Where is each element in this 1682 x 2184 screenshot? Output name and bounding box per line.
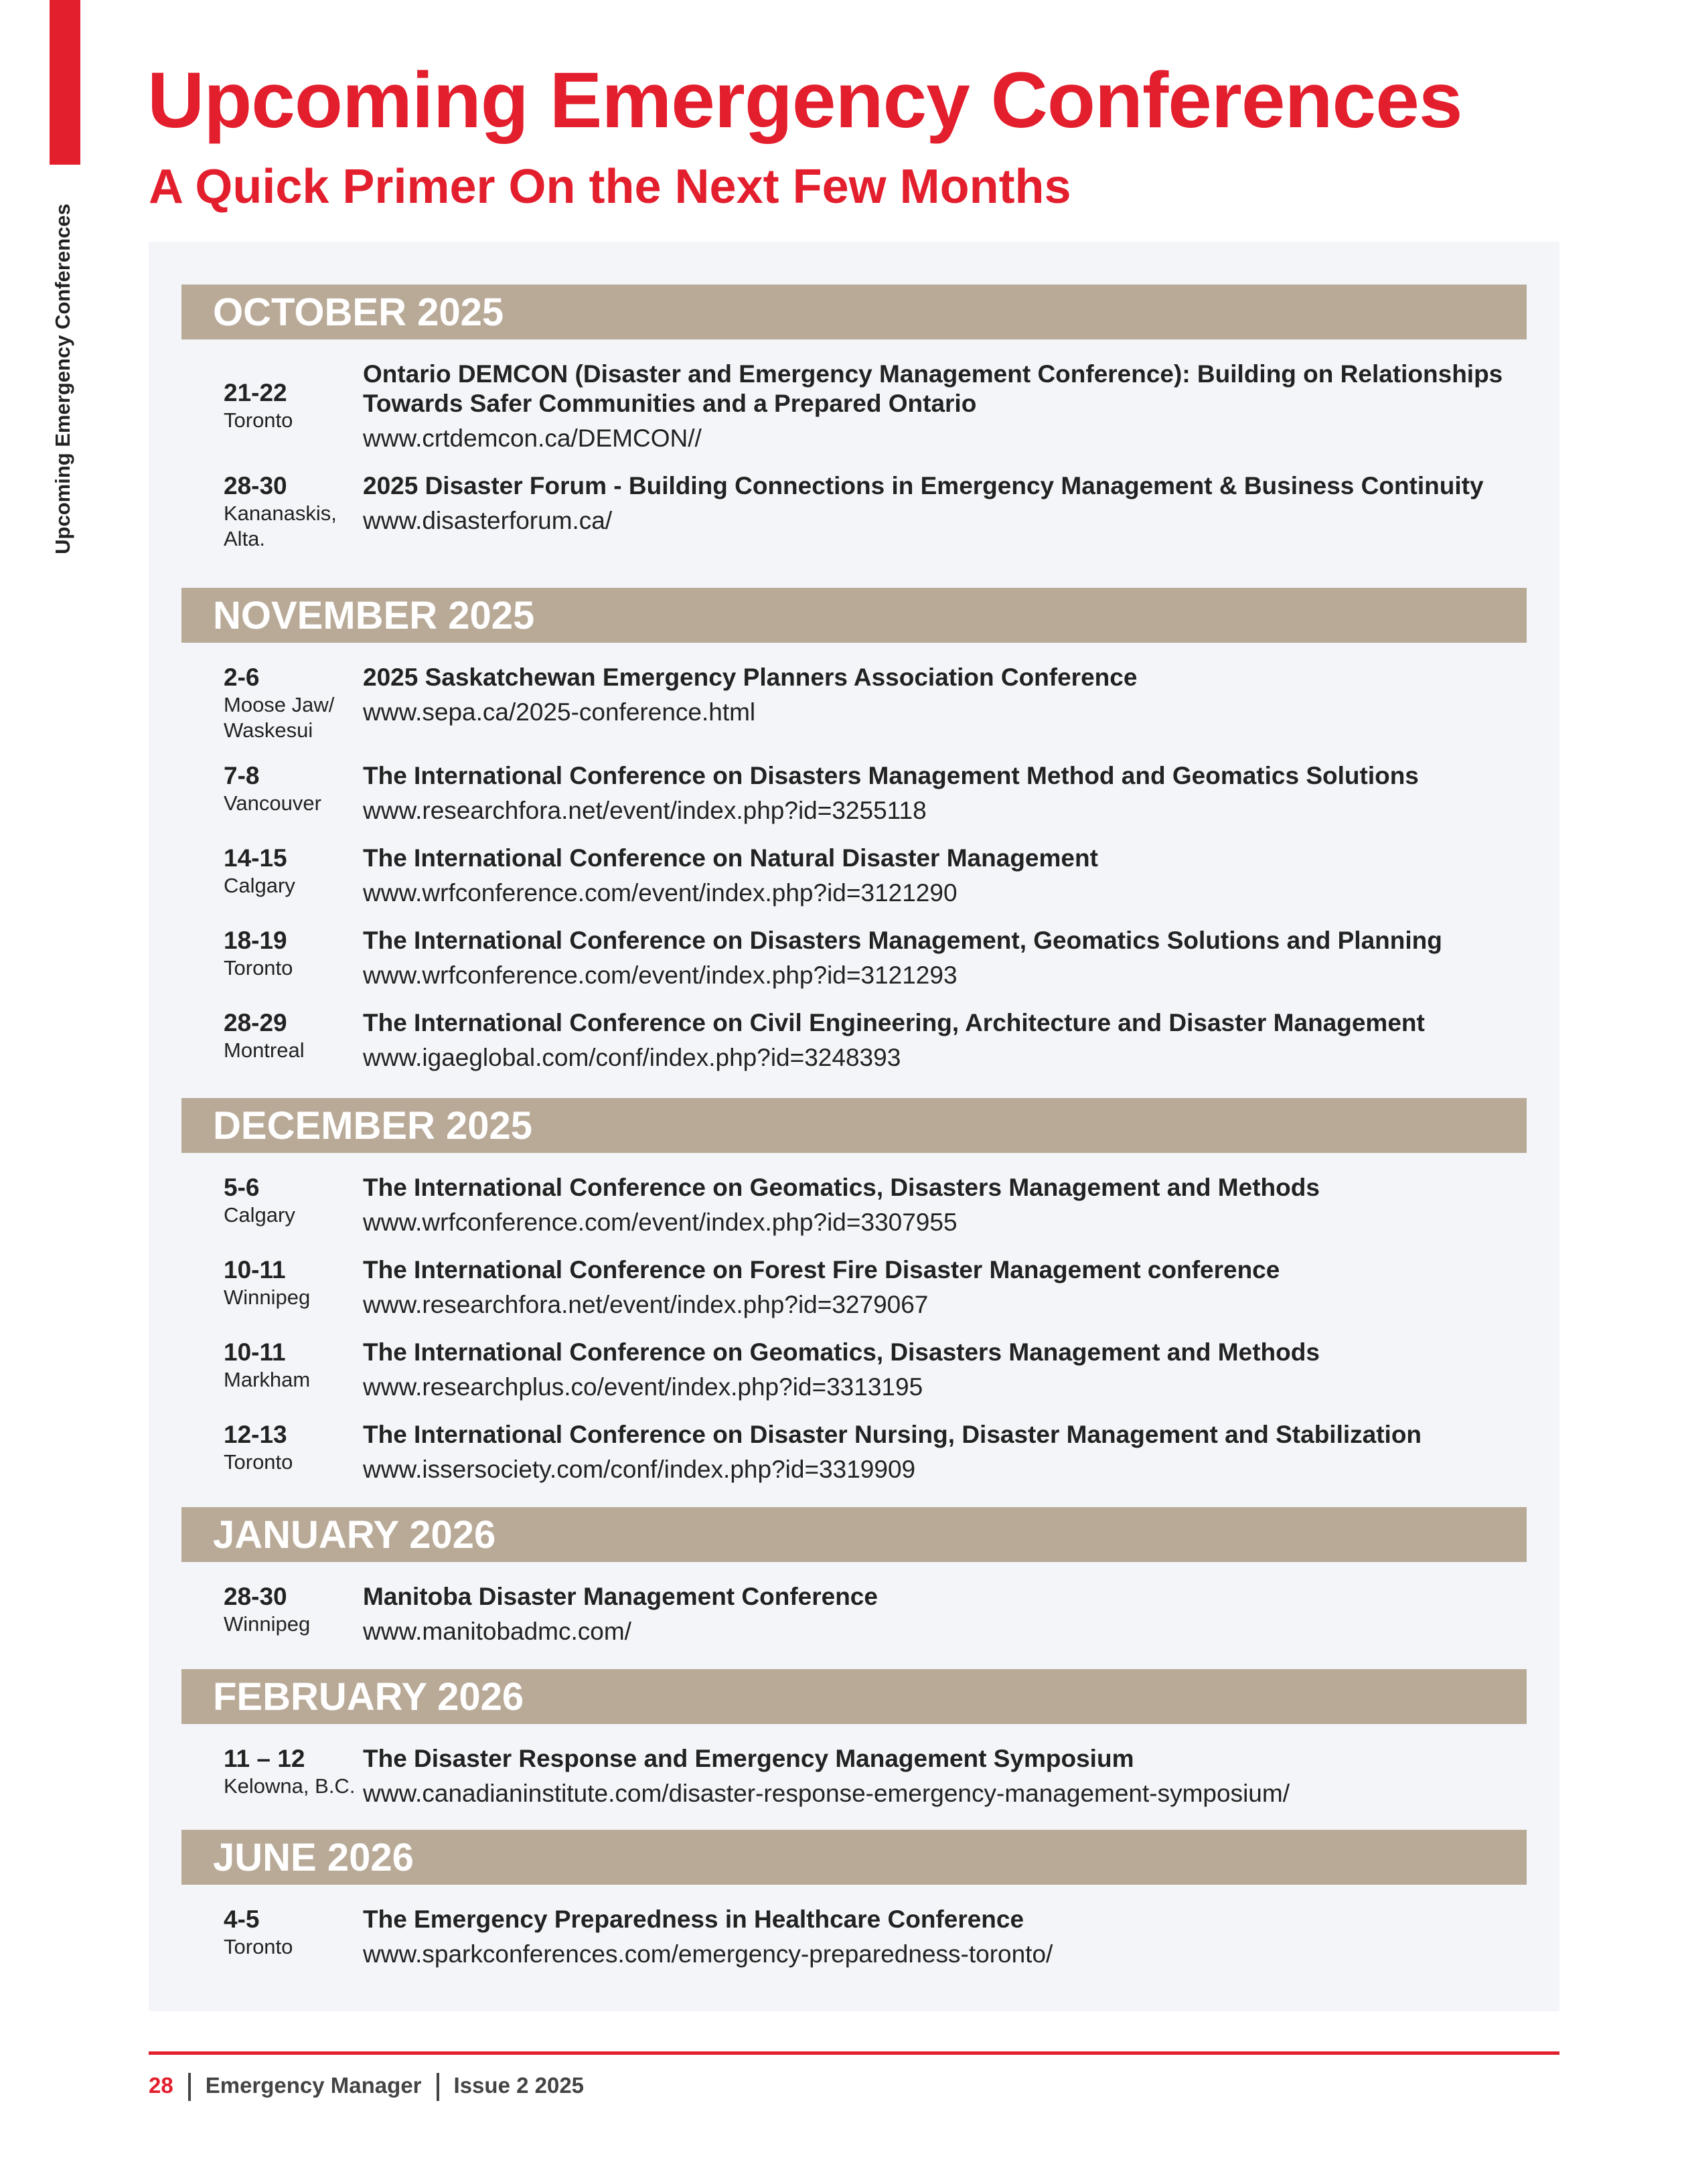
date-location: [181, 1173, 363, 1237]
event-link[interactable]: www.igaeglobal.com/conf/index.php?id=3248393: [363, 1044, 901, 1071]
event-city: Winnipeg: [224, 1285, 311, 1309]
event-date: 10-11: [224, 1256, 286, 1283]
event-date: 28-30: [224, 472, 287, 499]
event-title: The International Conference on Disaster Nursing, Disaster Management and Stabilization: [363, 1421, 1422, 1448]
event-title: Manitoba Disaster Management Conference: [363, 1583, 878, 1610]
page-subtitle: A Quick Primer On the Next Few Months: [149, 160, 1071, 214]
event-date: 28-30: [224, 1583, 287, 1610]
side-label: Upcoming Emergency Conferences: [51, 204, 74, 554]
footer: [149, 2073, 584, 2101]
event-link[interactable]: www.crtdemcon.ca/DEMCON//: [363, 424, 702, 452]
event-date: 2-6: [224, 664, 260, 691]
date-location: [181, 926, 363, 990]
month-header: NOVEMBER 2025: [181, 588, 1527, 643]
event-date: 12-13: [224, 1421, 287, 1448]
event-city: Toronto: [224, 408, 293, 432]
month-header: JUNE 2026: [181, 1830, 1527, 1885]
date-location: [181, 471, 363, 552]
event-link[interactable]: www.wrfconference.com/event/index.php?id=3121290: [363, 879, 958, 907]
conference-entry: [181, 360, 1527, 453]
conference-entry: [181, 1338, 1527, 1402]
month-section: [181, 1507, 1527, 1664]
event-date: 28-29: [224, 1009, 287, 1036]
month-header: OCTOBER 2025: [181, 285, 1527, 339]
event-date: 11 – 12: [224, 1745, 305, 1772]
event-city: Toronto: [224, 1450, 293, 1474]
event-city: Vancouver: [224, 791, 321, 815]
event-date: 5-6: [224, 1174, 260, 1201]
page-number: 28: [149, 2073, 173, 2098]
event-link[interactable]: www.canadianinstitute.com/disaster-response-emergency-management-symposium/: [363, 1780, 1290, 1807]
conference-entry: [181, 1420, 1527, 1484]
event-link[interactable]: www.issersociety.com/conf/index.php?id=3319909: [363, 1456, 916, 1483]
conference-entry: [181, 1173, 1527, 1237]
event-link[interactable]: www.wrfconference.com/event/index.php?id=3307955: [363, 1208, 958, 1236]
event-title: 2025 Disaster Forum - Building Connections in Emergency Management & Business Continuity: [363, 472, 1484, 499]
conference-entry: [181, 926, 1527, 990]
event-city: Waskesui: [224, 718, 313, 742]
date-location: [181, 1744, 363, 1808]
conference-entry: [181, 844, 1527, 908]
event-title: The Disaster Response and Emergency Management Symposium: [363, 1745, 1134, 1772]
event-link[interactable]: www.manitobadmc.com/: [363, 1618, 631, 1645]
footer-separator: [437, 2073, 439, 2101]
event-city: Alta.: [224, 527, 266, 550]
publication-name: Emergency Manager: [205, 2073, 422, 2098]
event-city: Calgary: [224, 1203, 295, 1227]
event-link[interactable]: www.researchfora.net/event/index.php?id=3255118: [363, 797, 927, 824]
conference-entry: [181, 1905, 1527, 1969]
footer-separator: [188, 2073, 191, 2101]
event-city: Toronto: [224, 956, 293, 980]
event-title: Ontario DEMCON (Disaster and Emergency Management Conference): Building on Relationships Towards Safer Communities and a Prepared Ontario: [363, 360, 1503, 417]
event-title: The International Conference on Natural Disaster Management: [363, 844, 1098, 872]
date-location: [181, 1420, 363, 1484]
event-link[interactable]: www.disasterforum.ca/: [363, 507, 613, 534]
event-city: Moose Jaw/: [224, 693, 335, 716]
month-header: DECEMBER 2025: [181, 1098, 1527, 1153]
event-date: 4-5: [224, 1905, 260, 1933]
event-city: Toronto: [224, 1935, 293, 1958]
date-location: [181, 1008, 363, 1073]
conference-entry: [181, 1582, 1527, 1646]
event-link[interactable]: www.wrfconference.com/event/index.php?id=3121293: [363, 961, 958, 989]
event-city: Calgary: [224, 874, 295, 897]
date-location: [181, 1338, 363, 1402]
accent-bar: [50, 0, 80, 165]
conference-entry: [181, 761, 1527, 826]
conference-entry: [181, 471, 1527, 552]
event-title: The International Conference on Disasters Management Method and Geomatics Solutions: [363, 762, 1419, 789]
date-location: [181, 663, 363, 743]
footer-divider: [149, 2051, 1559, 2055]
event-date: 18-19: [224, 927, 287, 954]
month-section: [181, 588, 1527, 1091]
event-city: Winnipeg: [224, 1612, 311, 1636]
event-city: Kananaskis,: [224, 501, 337, 525]
month-header: FEBRUARY 2026: [181, 1669, 1527, 1724]
issue-label: Issue 2 2025: [453, 2073, 585, 2098]
event-date: 14-15: [224, 844, 287, 872]
event-city: Montreal: [224, 1038, 305, 1062]
conference-entry: [181, 1744, 1527, 1808]
month-section: [181, 1669, 1527, 1826]
page-title: Upcoming Emergency Conferences: [147, 56, 1462, 145]
event-link[interactable]: www.sepa.ca/2025-conference.html: [363, 698, 756, 726]
event-city: Kelowna, B.C.: [224, 1774, 356, 1798]
event-date: 21-22: [224, 379, 287, 406]
event-title: The International Conference on Forest Fire Disaster Management conference: [363, 1256, 1280, 1283]
date-location: [181, 761, 363, 826]
month-section: [181, 1098, 1527, 1502]
event-title: 2025 Saskatchewan Emergency Planners Association Conference: [363, 664, 1138, 691]
event-title: The International Conference on Geomatics, Disasters Management and Methods: [363, 1174, 1320, 1201]
event-link[interactable]: www.researchfora.net/event/index.php?id=3279067: [363, 1291, 929, 1318]
event-date: 10-11: [224, 1338, 286, 1366]
date-location: [181, 1905, 363, 1969]
event-title: The International Conference on Civil Engineering, Architecture and Disaster Management: [363, 1009, 1425, 1036]
event-link[interactable]: www.researchplus.co/event/index.php?id=3313195: [363, 1373, 923, 1401]
conference-entry: [181, 1008, 1527, 1073]
conference-entry: [181, 663, 1527, 743]
event-title: The International Conference on Geomatics, Disasters Management and Methods: [363, 1338, 1320, 1366]
conference-entry: [181, 1255, 1527, 1320]
event-date: 7-8: [224, 762, 260, 789]
month-section: [181, 1830, 1527, 1987]
month-header: JANUARY 2026: [181, 1507, 1527, 1562]
event-link[interactable]: www.sparkconferences.com/emergency-preparedness-toronto/: [363, 1940, 1053, 1968]
date-location: [181, 844, 363, 908]
event-title: The Emergency Preparedness in Healthcare Conference: [363, 1905, 1024, 1933]
month-section: [181, 285, 1527, 570]
event-title: The International Conference on Disasters Management, Geomatics Solutions and Planning: [363, 927, 1442, 954]
date-location: [181, 360, 363, 453]
event-city: Markham: [224, 1368, 311, 1391]
date-location: [181, 1582, 363, 1646]
date-location: [181, 1255, 363, 1320]
